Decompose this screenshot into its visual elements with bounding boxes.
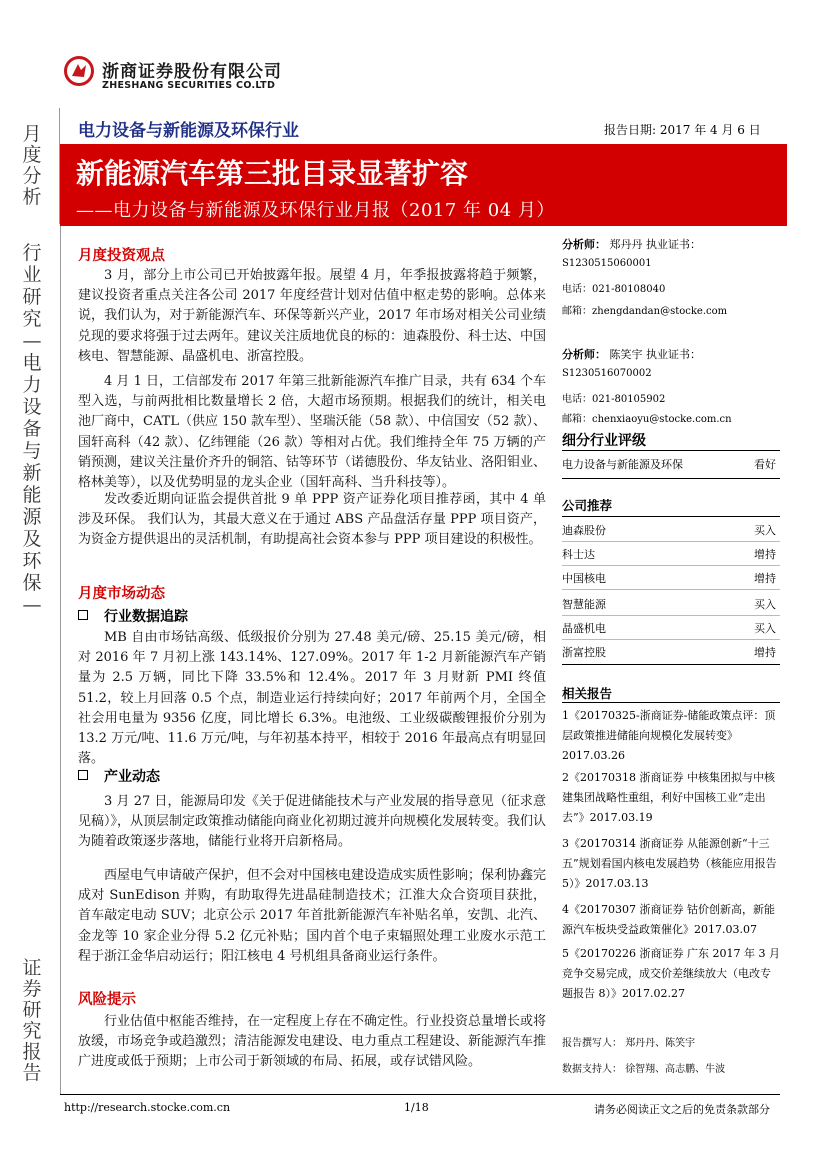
paragraph: 4 月 1 日，工信部发布 2017 年第三批新能源汽车推广目录，共有 634 个车型入选，与前两批相比数量增长 2 倍，大超市场预期。根据我们的统计，相关电池厂商中，CATL（供应 150 款车型）、坚瑞沃能（58 款）、中信国安（52 款）、国轩高科（42 款）、亿纬锂能（26 款）等相对占优。我们维持全年 75 万辆的产销预测，建议关注量价齐升的铜箔、钴等环节（诺德股份、华友钴业、洛阳钼业、格林美等），以及优势明显的龙头企业（国轩高科、当升科技等）。 xyxy=(78,374,547,491)
paragraph: MB 自由市场钴高级、低级报价分别为 27.48 美元/磅、25.15 美元/磅，相对 2016 年 7 月初上涨 143.14%、127.09%。2017 年 1-2 月新能源汽车产销量为 2.5 万辆，同比下降 33.5%和 12.4%。2017 年 3 月财新 PMI 终值 51.2，较上月回落 0.5 个点，制造业运行持续向好；2017 年前两个月，全国全社会用电量为 9356 亿度，同比增长 6.3%。电池级、工业级碳酸锂报价分别为 13.2 万元/吨、11.6 万元/吨，与年初基本持平，相较于 2016 年最高点有明显回落。 xyxy=(78,630,546,767)
analyst-phone: 电话：021-80108040 xyxy=(562,284,666,295)
analyst-label: 分析师： xyxy=(562,238,606,251)
related-report-item[interactable]: 2《20170318 浙商证券 中核集团拟与中核建集团战略性重组，利好中国核工业“走出去”》2017.03.19 xyxy=(562,771,775,824)
recommend-rating: 增持 xyxy=(754,548,776,561)
row-divider xyxy=(562,565,780,566)
divider xyxy=(562,450,780,451)
divider xyxy=(562,702,780,703)
subsection-title-industry-news: 产业动态 xyxy=(104,769,160,785)
subsection-title-industry-data: 行业数据追踪 xyxy=(104,609,188,625)
recommend-company: 浙富控股 xyxy=(562,646,606,659)
company-name-en: ZHESHANG SECURITIES CO.LTD xyxy=(102,80,276,91)
recommend-rating: 买入 xyxy=(754,622,776,635)
recommend-company: 中国核电 xyxy=(562,572,606,585)
recommend-company: 晶盛机电 xyxy=(562,622,606,635)
section-title-risk: 风险提示 xyxy=(78,991,136,1008)
sidebar-report-label: 证券研究报告 xyxy=(22,957,42,1084)
analyst-cert: S1230516070002 xyxy=(562,368,652,379)
related-report-item[interactable]: 5《20170226 浙商证券 广东 2017 年 3 月竞争交易完成，成交价差继续放大（电改专题报告 8）》2017.02.27 xyxy=(562,947,780,1000)
row-divider xyxy=(562,639,780,640)
cert-label: 执业证书： xyxy=(646,238,701,251)
cert-label: 执业证书： xyxy=(646,348,701,361)
writer-label: 报告撰写人： xyxy=(562,1038,622,1049)
analyst-label: 分析师： xyxy=(562,348,606,361)
paragraph: 行业估值中枢能否维持，在一定程度上存在不确定性。行业投资总量增长或将放缓，市场竞争或趋激烈；清洁能源发电建设、电力重点工程建设、新能源汽车推广进度或低于预期；上市公司于新领域的布局、拓展，或存试错风险。 xyxy=(78,1014,547,1070)
recommend-rating: 买入 xyxy=(754,524,776,537)
analyst-email: 邮箱：zhengdandan@stocke.com xyxy=(562,306,728,317)
analyst-cert: S1230515060001 xyxy=(562,258,652,269)
paragraph: 3 月，部分上市公司已开始披露年报。展望 4 月，年季报披露将趋于频繁，建议投资者重点关注各公司 2017 年度经营计划对估值中枢走势的影响。总体来说，我们认为，对于新能源汽车、环保等新兴产业，2017 年市场对相关公司业绩兑现的要求将强于过去两年。建议关注质地优良的标的：迪森股份、科士达、中国核电、智慧能源、晶盛机电、浙富控股。 xyxy=(78,268,547,364)
divider xyxy=(562,478,780,479)
divider xyxy=(562,664,780,665)
analyst-name: 陈笑宇 xyxy=(609,348,643,361)
analyst-2 xyxy=(562,346,701,362)
checkbox-bullet-icon xyxy=(78,770,88,780)
paragraph: 发改委近期向证监会提供首批 9 单 PPP 资产证券化项目推荐函，其中 4 单涉及环保。 我们认为，其最大意义在于通过 ABS 产品盘活存量 PPP 项目资产，为资金方提供退出的灵活机制，有助提高社会资本参与 PPP 项目建设的积极性。 xyxy=(78,492,546,548)
industry-title: 电力设备与新能源及环保行业 xyxy=(78,121,299,141)
report-date: 报告日期: 2017 年 4 月 6 日 xyxy=(604,123,761,137)
data-supporters xyxy=(562,1060,725,1075)
paragraph: 西屋电气申请破产保护，但不会对中国核电建设造成实质性影响；保利协鑫完成对 SunEdison 并购，有助取得先进晶硅制造技术；江淮大众合资项目获批，首车敲定电动 SUV；北京公示 2017 年首批新能源汽车补贴名单，安凯、北汽、金龙等 10 家企业分得 5.2 亿元补贴；国内首个电子束辐照处理工业废水示范工程于浙江金华启动运行；阳江核电 4 号机组具备商业运行条件。 xyxy=(78,868,547,964)
recommend-company: 迪森股份 xyxy=(562,524,606,537)
recommend-rating: 增持 xyxy=(754,572,776,585)
analyst-name: 郑丹丹 xyxy=(609,238,643,251)
rating-sector: 电力设备与新能源及环保 xyxy=(562,458,683,471)
footer-divider xyxy=(60,1094,780,1095)
company-name-cn: 浙商证券股份有限公司 xyxy=(102,62,282,82)
related-report-item[interactable]: 4《20170307 浙商证券 钴价创新高，新能源汽车板块受益政策催化》2017.03.07 xyxy=(562,903,775,936)
paragraph: 3 月 27 日，能源局印发《关于促进储能技术与产业发展的指导意见（征求意见稿）》，从顶层制定政策推动储能向商业化初期过渡并向规模化发展转变。我们认为随着政策逐步落地，储能行业将开启新格局。 xyxy=(78,794,547,850)
recommend-rating: 买入 xyxy=(754,598,776,611)
disclaimer-note: 请务必阅读正文之后的免责条款部分 xyxy=(594,1103,770,1116)
recommend-title: 公司推荐 xyxy=(562,498,613,513)
support-label: 数据支持人： xyxy=(562,1064,622,1075)
recommend-company: 智慧能源 xyxy=(562,598,606,611)
checkbox-bullet-icon xyxy=(78,610,88,620)
sidebar-report-type: 月度分析 xyxy=(22,123,42,208)
rating-title: 细分行业评级 xyxy=(562,433,646,449)
company-logo-icon xyxy=(64,56,94,86)
report-writers xyxy=(562,1034,695,1049)
row-divider xyxy=(562,615,780,616)
section-title-market-dynamics: 月度市场动态 xyxy=(78,585,165,602)
rating-value: 看好 xyxy=(754,458,776,471)
related-report-item[interactable]: 1《20170325-浙商证券-储能政策点评：顶层政策推进储能向规模化发展转变》2017.03.26 xyxy=(562,709,776,762)
analyst-1 xyxy=(562,236,701,252)
related-report-item[interactable]: 3《20170314 浙商证券 从能源创新“十三五”规划看国内核电发展趋势（核能应用报告 5）》2017.03.13 xyxy=(562,837,777,890)
analyst-email: 邮箱：chenxiaoyu@stocke.com.cn xyxy=(562,414,732,425)
section-title-investment-view: 月度投资观点 xyxy=(78,247,165,264)
sidebar-report-category: 行业研究—电力设备与新能源及环保— xyxy=(22,242,42,616)
report-subtitle: ——电力设备与新能源及环保行业月报（2017 年 04 月） xyxy=(76,200,555,221)
page-number: 1/18 xyxy=(404,1101,429,1114)
report-title: 新能源汽车第三批目录显著扩容 xyxy=(76,157,469,190)
writer-names: 郑丹丹、陈笑宇 xyxy=(625,1038,696,1049)
analyst-phone: 电话：021-80105902 xyxy=(562,394,666,405)
divider xyxy=(562,516,780,517)
row-divider xyxy=(562,589,780,590)
footer-url-link[interactable]: http://research.stocke.com.cn xyxy=(64,1101,231,1114)
recommend-company: 科士达 xyxy=(562,548,595,561)
related-title: 相关报告 xyxy=(562,686,613,701)
sidebar-divider xyxy=(60,224,61,1094)
recommend-rating: 增持 xyxy=(754,646,776,659)
support-names: 徐智翔、高志鹏、牛波 xyxy=(625,1064,726,1075)
row-divider xyxy=(562,541,780,542)
